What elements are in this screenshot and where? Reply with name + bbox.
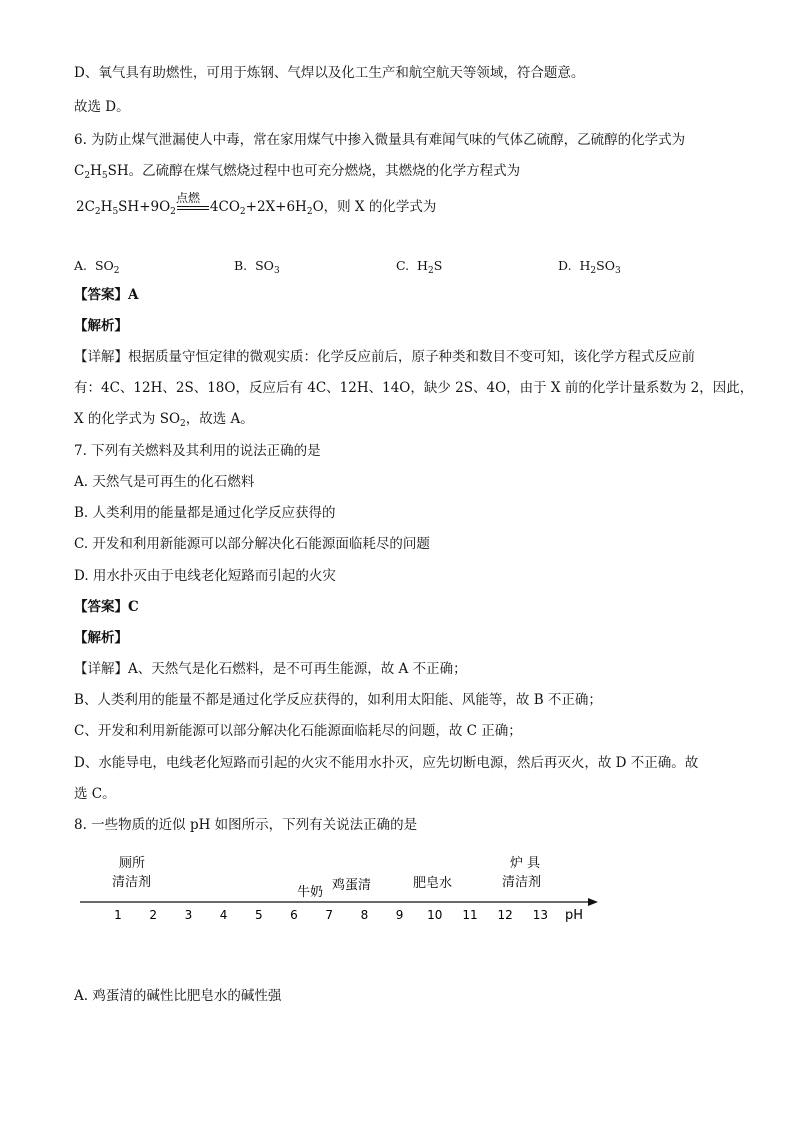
question-6-stem: 6. 为防止煤气泄漏使人中毒，常在家用煤气中掺入微量具有难闻气味的气体乙硫醇，乙硫醇的化学式为: [74, 132, 686, 148]
detail-7-line-4: D、水能导电，电线老化短路而引起的火灾不能用水扑灭，应先切断电源，然后再灭火，故 D 不正确。故: [74, 755, 699, 771]
detail-7-line-2: B、人类利用的能量不都是通过化学反应获得的，如利用太阳能、风能等，故 B 不正确；: [74, 692, 602, 708]
ph-tick-11: 11: [462, 908, 478, 922]
ph-tick-7: 7: [325, 908, 334, 922]
option-6a: A. $SO_2$: [74, 258, 120, 276]
equation-arrow: [177, 206, 209, 210]
ph-tick-2: 2: [149, 908, 158, 922]
answer-6: 【答案】A: [74, 287, 139, 303]
label-stove-cleaner-1: 炉 具: [510, 856, 541, 871]
answer-7: 【答案】C: [74, 599, 139, 615]
detail-6-line-1: 【详解】根据质量守恒定律的微观实质：化学反应前后，原子种类和数目不变可知，该化学方程式反应前: [74, 349, 695, 365]
label-milk: 牛奶: [297, 885, 324, 900]
option-7a: A. 天然气是可再生的化石燃料: [74, 474, 255, 490]
line-d-oxygen: D、氧气具有助燃性，可用于炼钢、气焊以及化工生产和航空航天等领域，符合题意。: [74, 65, 585, 81]
ph-axis-arrow: [588, 898, 598, 906]
option-7b: B. 人类利用的能量都是通过化学反应获得的: [74, 505, 336, 521]
label-toilet-cleaner-2: 清洁剂: [112, 875, 152, 890]
ph-tick-6: 6: [290, 908, 298, 922]
option-7c: C. 开发和利用新能源可以部分解决化石能源面临耗尽的问题: [74, 536, 430, 552]
ph-tick-3: 3: [184, 908, 193, 922]
option-6d: D. $H_2SO_3$: [558, 258, 621, 276]
ph-tick-8: 8: [360, 908, 369, 922]
ph-tick-9: 9: [395, 908, 404, 922]
ph-tick-12: 12: [497, 908, 513, 922]
option-8a: A. 鸡蛋清的碱性比肥皂水的碱性强: [74, 988, 282, 1004]
analysis-7-heading: 【解析】: [74, 630, 128, 646]
ph-ticks: [114, 908, 548, 922]
detail-6-line-3: X 的化学式为 $SO_2$，故选 A。: [74, 411, 254, 429]
question-6-formula-line: $C_2H_5SH$。乙硫醇在煤气燃烧过程中也可充分燃烧，其燃烧的化学方程式为: [74, 163, 521, 181]
detail-7-line-3: C、开发和利用新能源可以部分解决化石能源面临耗尽的问题，故 C 正确；: [74, 723, 522, 739]
question-7-stem: 7. 下列有关燃料及其利用的说法正确的是: [74, 443, 321, 459]
combustion-equation: 点燃 $2C_2H_5SH+9O_2$ $4CO_2+2X+6H_2O$，则 X 的化学式为: [76, 191, 437, 217]
question-8-stem: 8. 一些物质的近似 pH 如图所示，下列有关说法正确的是: [74, 817, 418, 833]
option-7d: D. 用水扑灭由于电线老化短路而引起的火灾: [74, 568, 336, 584]
label-soap-water: 肥皂水: [413, 876, 453, 891]
ph-unit-label: pH: [565, 908, 584, 923]
line-choose-d: 故选 D。: [74, 99, 130, 115]
ph-scale-diagram: [0, 845, 794, 935]
detail-6-line-2: 有：4C、12H、2S、18O，反应后有 4C、12H、14O，缺少 2S、4O，由于 X 前的化学计量系数为 2，因此，: [74, 380, 754, 396]
detail-7-line-1: 【详解】A、天然气是化石燃料，是不可再生能源，故 A 不正确；: [74, 661, 467, 677]
detail-7-line-5: 选 C。: [74, 786, 116, 802]
ph-tick-4: 4: [219, 908, 228, 922]
ph-tick-1: 1: [114, 908, 122, 922]
option-6b: B. $SO_3$: [234, 258, 280, 276]
label-stove-cleaner-2: 清洁剂: [502, 875, 542, 890]
label-egg-white: 鸡蛋清: [332, 878, 372, 893]
ph-tick-13: 13: [532, 908, 549, 922]
ph-tick-10: 10: [427, 908, 443, 922]
option-6c: C. $H_2S$: [396, 258, 443, 276]
label-toilet-cleaner-1: 厕所: [119, 856, 146, 871]
equation-condition: 点燃: [176, 191, 201, 205]
ph-tick-5: 5: [254, 908, 263, 922]
analysis-6-heading: 【解析】: [74, 318, 128, 334]
